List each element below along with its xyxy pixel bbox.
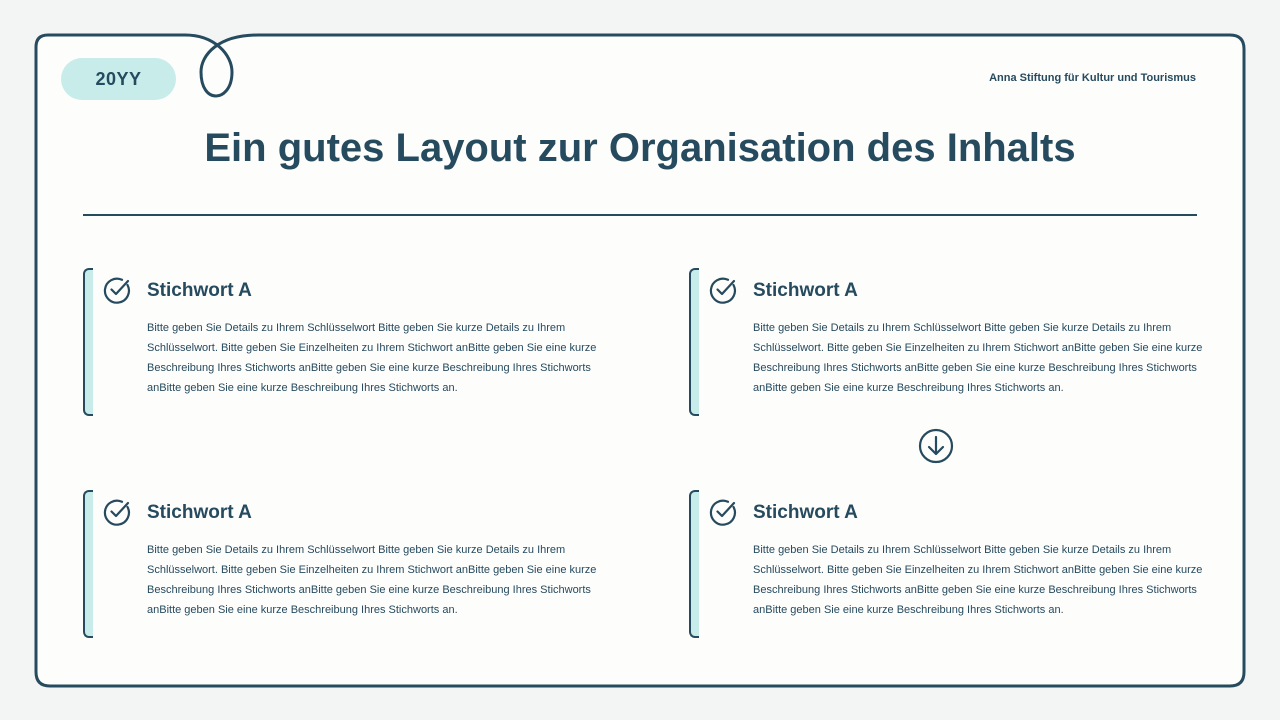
card-bracket	[689, 490, 699, 638]
check-circle-icon	[103, 276, 131, 304]
card-text: Bitte geben Sie Details zu Ihrem Schlüsselwort Bitte geben Sie kurze Details zu Ihrem Schlüsselwort. Bitte geben Sie Einzelheiten zu Ihrem Stichwort anBitte geben Sie eine kurze Beschreibung Ihres Stichworts anBitte geben Sie eine kurze Beschreibung Ihres Stichworts anBitte geben Sie eine kurze Beschreibung Ihres Stichworts an.	[753, 322, 1203, 394]
title-divider	[83, 214, 1197, 216]
check-circle-icon	[709, 276, 737, 304]
card-text: Bitte geben Sie Details zu Ihrem Schlüsselwort Bitte geben Sie kurze Details zu Ihrem Schlüsselwort. Bitte geben Sie Einzelheiten zu Ihrem Stichwort anBitte geben Sie eine kurze Beschreibung Ihres Stichworts anBitte geben Sie eine kurze Beschreibung Ihres Stichworts anBitte geben Sie eine kurze Beschreibung Ihres Stichworts an.	[147, 544, 597, 616]
year-badge: 20YY	[61, 58, 176, 100]
keyword-card-4	[689, 490, 1229, 636]
check-circle-icon	[103, 498, 131, 526]
organization-name: Anna Stiftung für Kultur und Tourismus	[989, 72, 1196, 84]
card-text: Bitte geben Sie Details zu Ihrem Schlüsselwort Bitte geben Sie kurze Details zu Ihrem Schlüsselwort. Bitte geben Sie Einzelheiten zu Ihrem Stichwort anBitte geben Sie eine kurze Beschreibung Ihres Stichworts anBitte geben Sie eine kurze Beschreibung Ihres Stichworts anBitte geben Sie eine kurze Beschreibung Ihres Stichworts an.	[147, 322, 597, 394]
keyword-card-1	[83, 268, 623, 414]
card-bracket	[689, 268, 699, 416]
card-title: Stichwort A	[147, 502, 252, 523]
card-text: Bitte geben Sie Details zu Ihrem Schlüsselwort Bitte geben Sie kurze Details zu Ihrem Schlüsselwort. Bitte geben Sie Einzelheiten zu Ihrem Stichwort anBitte geben Sie eine kurze Beschreibung Ihres Stichworts anBitte geben Sie eine kurze Beschreibung Ihres Stichworts anBitte geben Sie eine kurze Beschreibung Ihres Stichworts an.	[753, 544, 1203, 616]
page-title: Ein gutes Layout zur Organisation des Inhalts	[204, 126, 1076, 170]
card-title: Stichwort A	[753, 280, 858, 301]
card-bracket	[83, 490, 93, 638]
card-title: Stichwort A	[147, 280, 252, 301]
check-circle-icon	[709, 498, 737, 526]
arrow-down-circle-icon	[918, 428, 954, 464]
keyword-card-2	[689, 268, 1229, 414]
card-bracket	[83, 268, 93, 416]
card-title: Stichwort A	[753, 502, 858, 523]
keyword-card-3	[83, 490, 623, 636]
